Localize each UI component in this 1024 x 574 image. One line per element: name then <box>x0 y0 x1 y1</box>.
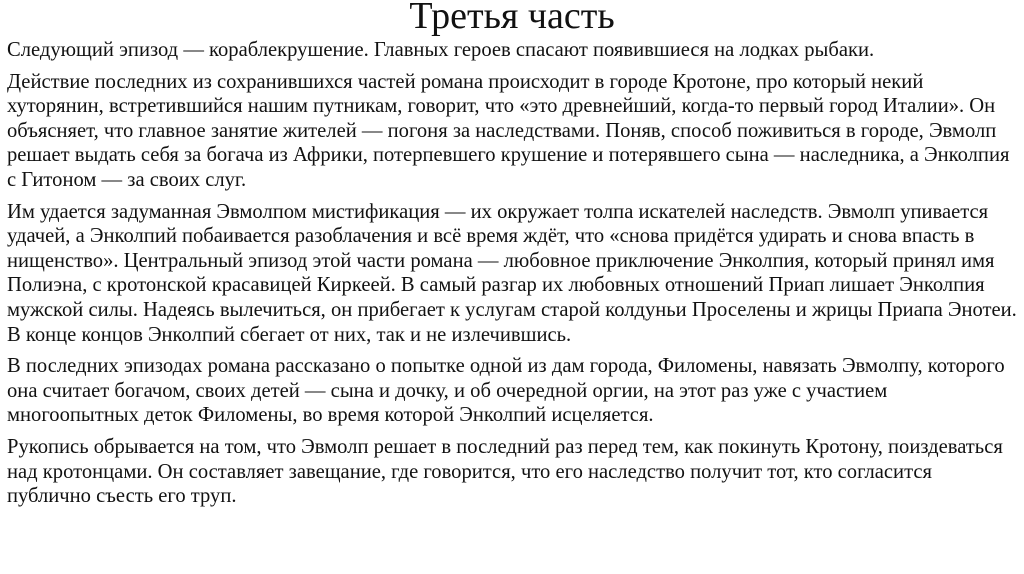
paragraph-shipwreck: Следующий эпизод — кораблекрушение. Главных героев спасают появившиеся на лодках рыбаки. <box>7 39 875 61</box>
slide-title: Третья часть <box>409 0 615 37</box>
paragraph-mystification: Им удается задуманная Эвмолпом мистификация — их окружает толпа искателей наследств. Эвмолп упивается удачей, а Энколпий побаивается разоблачения и всё время ждёт, что «снова придётся удирать и снова впасть в нищенство». Центральный эпизод этой части романа — любовное приключение Энколпия, который принял имя Полиэна, с кротонской красавицей Киркеей. В самый разгар их любовных отношений Приап лишает Энколпия мужской силы. Надеясь вылечиться, он прибегает к услугам старой колдуньи Проселены и жрицы Приапа Энотеи. В конце концов Энколпий сбегает от них, так и не излечившись. <box>7 200 1017 346</box>
slide-body <box>7 38 1019 516</box>
paragraph-manuscript-end: Рукопись обрывается на том, что Эвмолп решает в последний раз перед тем, как покинуть Кротону, поиздеваться над кротонцами. Он составляет завещание, где говорится, что его наследство получит тот, кто согласится публично съесть его труп. <box>7 435 1003 508</box>
paragraph-croton: Действие последних из сохранившихся частей романа происходит в городе Кротоне, про который некий хуторянин, встретившийся нашим путникам, говорит, что «это древнейший, когда-то первый город Италии». Он объясняет, что главное занятие жителей — погоня за наследствами. Поняв, способ поживиться в городе, Эвмолп решает выдать себя за богача из Африки, потерпевшего крушение и потерявшего сына — наследника, а Энколпия с Гитоном — за своих слуг. <box>7 70 1010 191</box>
paragraph-philomela: В последних эпизодах романа рассказано о попытке одной из дам города, Филомены, навязать Эвмолпу, которого она считает богачом, своих детей — сына и дочку, и об очередной оргии, на этот раз уже с участием многоопытных деток Филомены, во время которой Энколпий исцеляется. <box>7 355 1005 427</box>
